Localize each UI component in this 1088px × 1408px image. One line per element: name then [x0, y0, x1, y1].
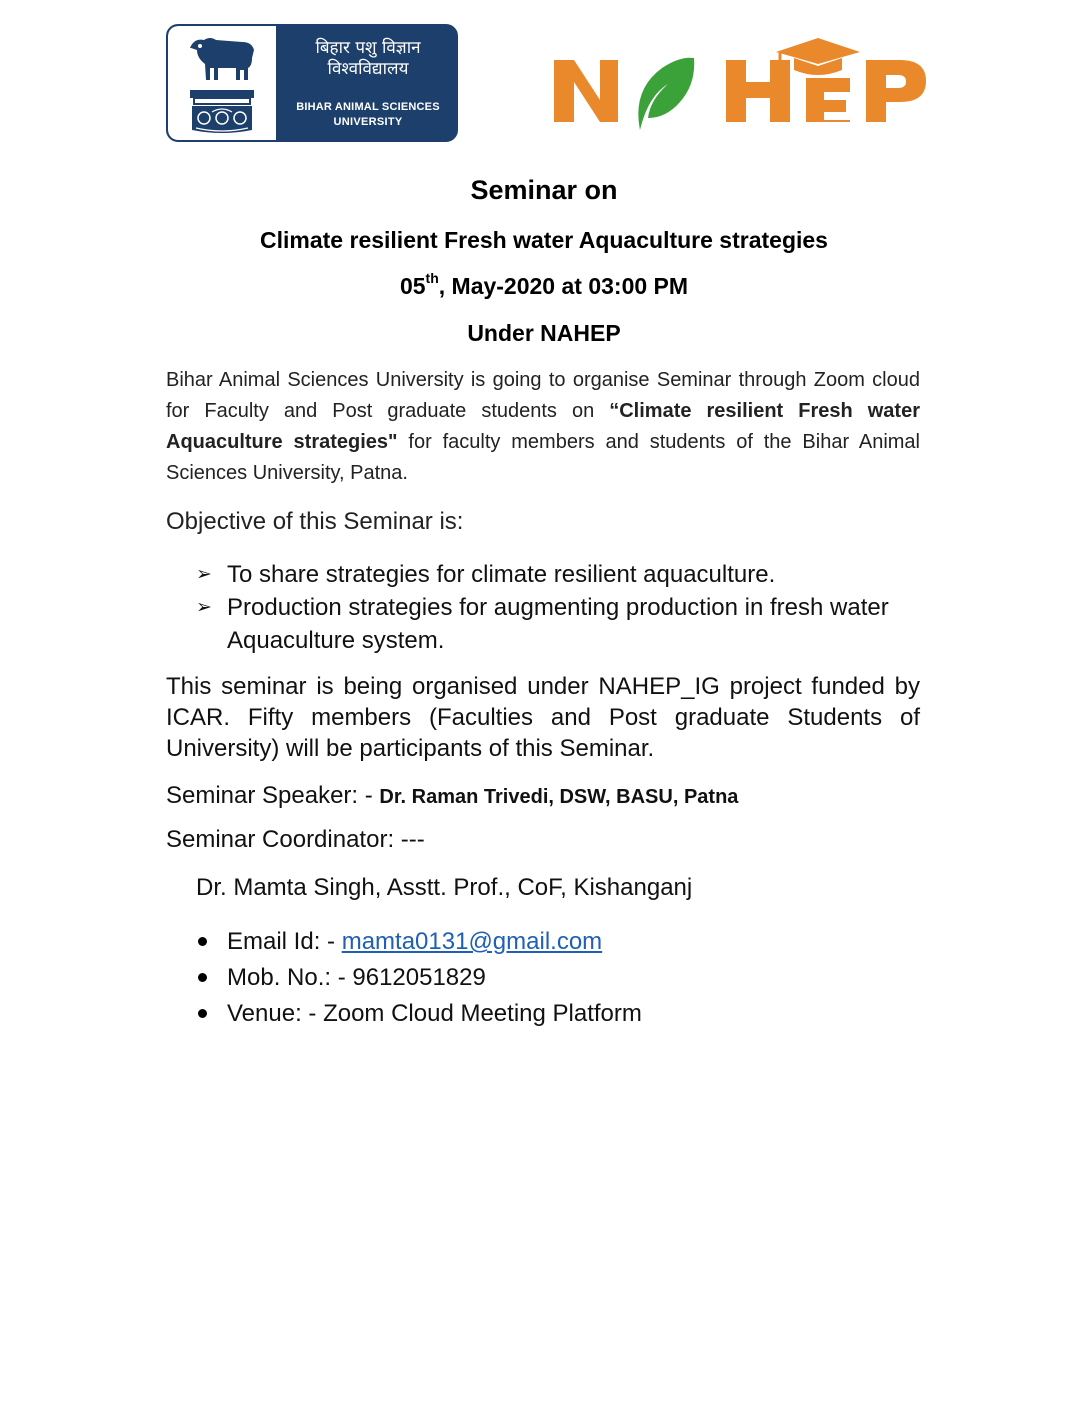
objectives-title: Objective of this Seminar is:	[166, 508, 464, 535]
basu-hindi-name-line2: विश्वविद्यालय	[327, 59, 409, 79]
date-rest: , May-2020 at 03:00 PM	[438, 273, 689, 299]
intro-paragraph	[166, 365, 920, 489]
basu-english-name-line1: BIHAR ANIMAL SCIENCES	[296, 101, 440, 113]
bullet-dot-icon	[198, 1009, 207, 1018]
contact-list	[196, 924, 916, 1032]
funding-paragraph: This seminar is being organised under NAHEP_IG project funded by ICAR. Fifty members (Faculties and Post graduate Students of University) will be participants of this Seminar.	[166, 673, 920, 762]
bull-emblem-icon	[182, 32, 262, 136]
objective-item	[196, 591, 916, 657]
bullet-dot-icon	[198, 937, 207, 946]
nahep-logo	[548, 30, 960, 136]
nahep-wordmark	[548, 30, 960, 136]
basu-wordmark	[280, 26, 456, 140]
arrow-bullet-icon: ➢	[196, 564, 212, 585]
heading-seminar-on: Seminar on	[470, 175, 618, 205]
heading-under-nahep: Under NAHEP	[467, 320, 621, 346]
speaker-label: Seminar Speaker: -	[166, 782, 380, 809]
objective-text: Production strategies for augmenting production in fresh water Aquaculture system.	[227, 594, 889, 654]
email-label: Email Id: -	[227, 928, 342, 955]
basu-english-name-line2: UNIVERSITY	[333, 116, 403, 128]
basu-hindi-name-line1: बिहार पशु विज्ञान	[315, 38, 421, 58]
coordinator-label: Seminar Coordinator: ---	[166, 826, 425, 853]
contact-venue-item	[196, 996, 916, 1032]
mobile-text: Mob. No.: - 9612051829	[227, 964, 486, 991]
arrow-bullet-icon: ➢	[196, 597, 212, 618]
intro-text-start: Bihar Animal Sciences University is going to organise Seminar through Zoom cloud for Faculty and Post graduate students on	[166, 369, 920, 422]
speaker-line	[166, 780, 738, 813]
venue-text: Venue: - Zoom Cloud Meeting Platform	[227, 1000, 642, 1027]
intro-seminar-title: “Climate resilient Fresh water Aquaculture strategies"	[166, 400, 920, 453]
contact-mobile-item	[196, 960, 916, 996]
email-link[interactable]: mamta0131@gmail.com	[341, 928, 603, 955]
date-suffix: th	[425, 270, 439, 287]
basu-logo	[166, 24, 458, 142]
bullet-dot-icon	[198, 973, 207, 982]
coordinator-name: Dr. Mamta Singh, Asstt. Prof., CoF, Kishanganj	[196, 874, 693, 901]
intro-text-end: for faculty members and students of the Bihar Animal Sciences University, Patna.	[166, 431, 920, 484]
objectives-list	[196, 558, 916, 657]
heading-date	[0, 271, 1088, 301]
objective-item	[196, 558, 916, 591]
heading-topic: Climate resilient Fresh water Aquaculture strategies	[260, 227, 828, 253]
objective-text: To share strategies for climate resilient aquaculture.	[227, 561, 776, 588]
date-day: 05	[399, 273, 426, 299]
speaker-name: Dr. Raman Trivedi, DSW, BASU, Patna	[379, 786, 739, 808]
basu-emblem	[168, 26, 276, 140]
contact-email-item	[196, 924, 916, 960]
